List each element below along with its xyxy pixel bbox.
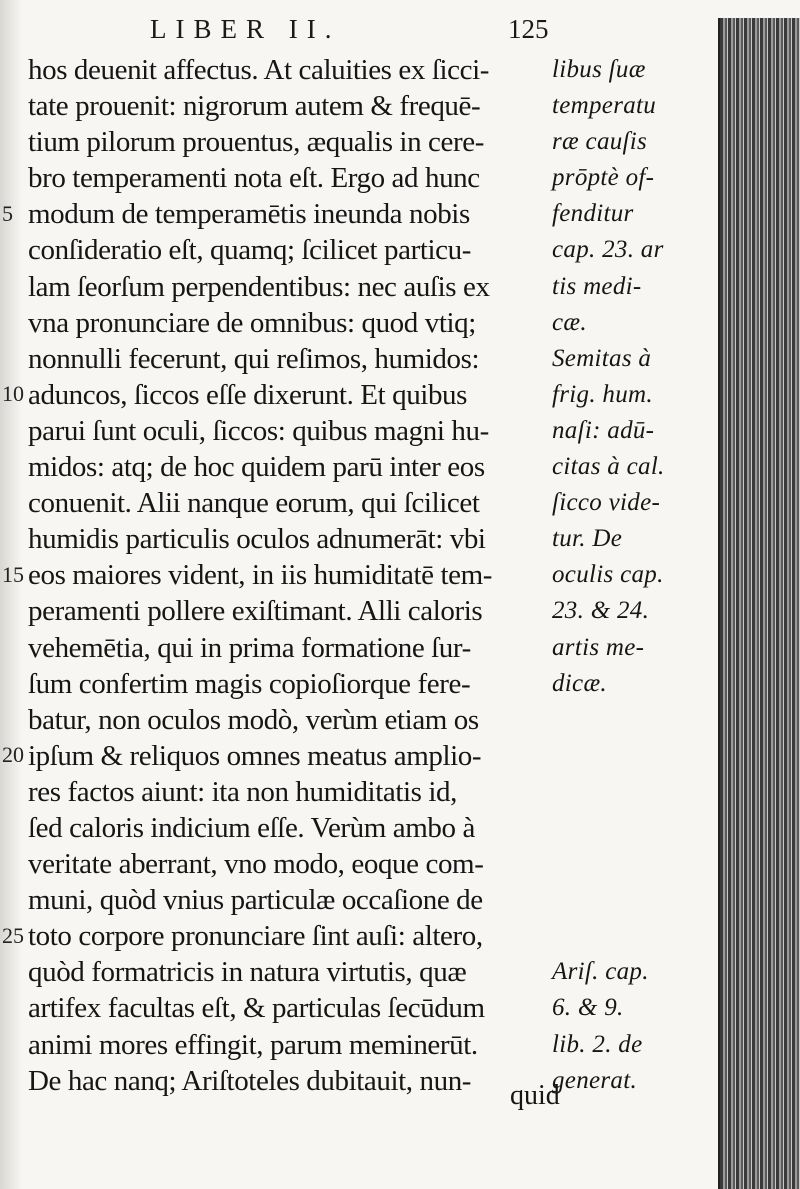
text-line: ipſum & reliquos omnes meatus amplio- bbox=[28, 739, 482, 772]
margin-note-gap bbox=[552, 918, 720, 954]
page-top-margin bbox=[718, 0, 800, 18]
text-line: muni, quòd vnius particulæ occaſione de bbox=[28, 884, 483, 917]
text-line: animi mores effingit, parum meminerūt. bbox=[28, 1028, 478, 1061]
margin-note-line: tur. De bbox=[552, 525, 623, 553]
text-line: artifex facultas eſt, & particulas ſecūdum bbox=[28, 992, 485, 1025]
marginal-notes bbox=[552, 52, 720, 1099]
text-line: nonnulli fecerunt, qui reſimos, humidos: bbox=[28, 342, 480, 375]
text-line: veritate aberrant, vno modo, eoque com- bbox=[28, 848, 484, 881]
margin-note-line: temperatu bbox=[552, 92, 657, 120]
margin-note-line: naſi: adū- bbox=[552, 416, 655, 444]
margin-note-gap bbox=[552, 702, 720, 738]
margin-note-line: libus ſuæ bbox=[552, 56, 646, 83]
margin-note-line: frig. hum. bbox=[552, 380, 653, 408]
margin-note-line: 23. & 24. bbox=[552, 597, 650, 625]
line-number: 25 bbox=[2, 923, 24, 948]
text-line: hos deuenit affectus. At caluities ex ſicci- bbox=[28, 54, 490, 86]
margin-note-line: tis medi- bbox=[552, 272, 642, 300]
line-number: 20 bbox=[2, 742, 24, 767]
text-line: conſideratio eſt, quamq; ſcilicet particu- bbox=[28, 234, 471, 267]
margin-note-line: Semitas à bbox=[552, 344, 652, 372]
margin-note-gap bbox=[552, 774, 720, 810]
text-line: bro temperamenti nota eſt. Ergo ad hunc bbox=[28, 162, 480, 195]
catchword: quid bbox=[510, 1080, 560, 1111]
margin-note-line: fenditur bbox=[552, 200, 634, 228]
text-line: aduncos, ſiccos eſſe dixerunt. Et quibus bbox=[28, 378, 468, 411]
text-line: lam ſeorſum perpendentibus: nec auſis ex bbox=[28, 270, 490, 303]
text-line: ſed caloris indicium eſſe. Verùm ambo à bbox=[28, 811, 475, 844]
main-text-column bbox=[28, 52, 568, 1099]
line-number: 5 bbox=[2, 201, 13, 226]
margin-note-line: ræ cauſis bbox=[552, 128, 648, 156]
text-line: modum de temperamētis ineunda nobis bbox=[28, 198, 470, 231]
text-line: conuenit. Alii nanque eorum, qui ſcilicet bbox=[28, 487, 480, 520]
margin-note-line: dicæ. bbox=[552, 669, 607, 697]
margin-note-line: artis me- bbox=[552, 633, 645, 661]
margin-note-gap bbox=[552, 846, 720, 882]
line-number: 15 bbox=[2, 562, 24, 587]
page-number: 125 bbox=[508, 14, 549, 44]
text-line: tium pilorum prouentus, æqualis in cere- bbox=[28, 126, 484, 159]
margin-note-line: prōptè of- bbox=[552, 164, 655, 192]
running-head bbox=[150, 6, 710, 46]
line-number: 10 bbox=[2, 381, 24, 406]
margin-note-line: cæ. bbox=[552, 308, 587, 336]
margin-note-line: cap. 23. ar bbox=[552, 236, 664, 264]
margin-note-line: Ariſ. cap. bbox=[552, 958, 649, 986]
text-line: tate prouenit: nigrorum autem & frequē- bbox=[28, 90, 481, 123]
margin-note-line: citas à cal. bbox=[552, 453, 665, 481]
margin-note-gap bbox=[552, 882, 720, 918]
text-line: quòd formatricis in natura virtutis, quæ bbox=[28, 956, 467, 989]
text-line: vehemētia, qui in prima formatione ſur- bbox=[28, 631, 471, 664]
text-line: ſum confertim magis copioſiorque fere- bbox=[28, 667, 471, 700]
text-line: parui ſunt oculi, ſiccos: quibus magni hu- bbox=[28, 414, 489, 447]
text-line: vna pronunciare de omnibus: quod vtiq; bbox=[28, 306, 476, 339]
text-line: eos maiores vident, in iis humiditatē tem- bbox=[28, 559, 493, 592]
text-line: res factos aiunt: ita non humiditatis id, bbox=[28, 775, 457, 808]
text-line: batur, non oculos modò, verùm etiam os bbox=[28, 703, 479, 736]
margin-note-line: ſicco vide- bbox=[552, 489, 661, 517]
text-line: peramenti pollere exiſtimant. Alli caloris bbox=[28, 595, 483, 628]
text-line: toto corpore pronunciare ſint auſi: altero, bbox=[28, 920, 483, 953]
margin-note-gap bbox=[552, 738, 720, 774]
margin-note-line: generat. bbox=[552, 1066, 638, 1094]
text-line: midos: atq; de hoc quidem parū inter eos bbox=[28, 451, 485, 484]
margin-note-gap bbox=[552, 810, 720, 846]
running-head-title: LIBER II. bbox=[150, 14, 341, 44]
margin-note-line: oculis cap. bbox=[552, 561, 664, 589]
text-line: humidis particulis oculos adnumerāt: vbi bbox=[28, 523, 486, 556]
margin-note-line: 6. & 9. bbox=[552, 994, 624, 1022]
gutter-shadow bbox=[0, 0, 22, 1189]
text-line: De hac nanq; Ariſtoteles dubitauit, nun- bbox=[28, 1064, 472, 1097]
margin-note-line: lib. 2. de bbox=[552, 1030, 643, 1058]
book-fore-edge bbox=[718, 18, 800, 1189]
